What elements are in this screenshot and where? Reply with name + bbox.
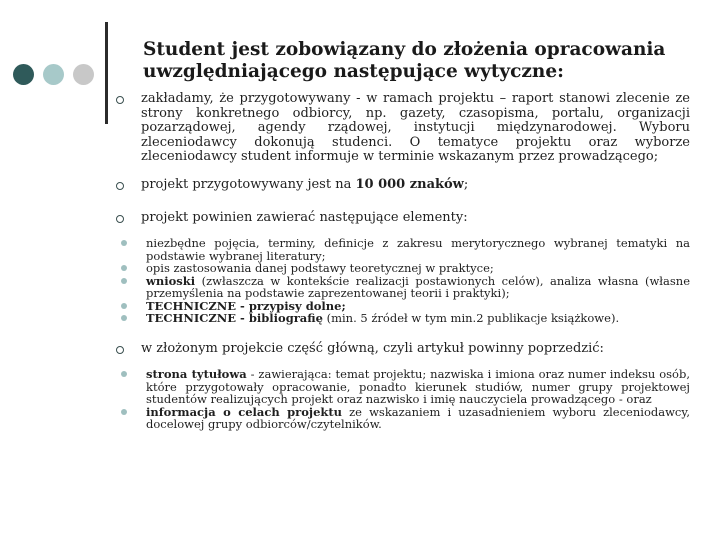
- bullet-item-4: [114, 342, 690, 357]
- sub-item: [114, 275, 690, 300]
- dot-bullet-icon: [121, 409, 127, 415]
- ring-bullet-icon: [116, 346, 124, 354]
- bullet-item-2-bold: 10 000 znaków: [355, 176, 464, 192]
- sub-item-bold: TECHNICZNE - przypisy dolne;: [146, 298, 346, 313]
- sub-item-text: (zwłaszcza w kontekście realizacji postawionych celów), analiza własna (własne przemyślenia na podstawie zaprezentowanej teorii i praktyki);: [146, 273, 690, 301]
- bullet-item-3-text: projekt powinien zawierać następujące elementy:: [141, 209, 468, 225]
- bullet-item-4-text: w złożonym projekcie część główną, czyli artykuł powinny poprzedzić:: [141, 340, 604, 356]
- bullet-item-1-text: zakładamy, że przygotowywany - w ramach projektu – raport stanowi zlecenie ze strony konkretnego odbiorcy, np. gazety, czasopisma, portalu, organizacji pozarządowej, agendy rządowej, instytucji międzynarodowej. Wyboru zleceniodawcy dokonują studenci. O tematyce projektu oraz wyborze zleceniodawcy student informuje w terminie wskazanym przez prowadzącego;: [141, 91, 690, 165]
- dot-bullet-icon: [121, 265, 127, 271]
- dot-bullet-icon: [121, 315, 127, 321]
- slide-title: [143, 39, 703, 83]
- sub-item-bold: TECHNICZNE - bibliografię: [146, 311, 323, 326]
- sub-item-bold: strona tytułowa: [146, 367, 247, 382]
- bullet-item-1: [114, 92, 690, 165]
- sub-item-bold: wnioski: [146, 273, 196, 288]
- slide-content: [114, 92, 690, 431]
- sub-item: [114, 406, 690, 431]
- bullet-item-2-text: projekt przygotowywany jest na: [141, 176, 352, 192]
- dot-bullet-icon: [121, 303, 127, 309]
- sub-item-text: - zawierająca: temat projektu; nazwiska i imiona oraz numer indeksu osób, które przygotowały opracowanie, ponadto kierunek studiów, numer grupy projektowej studentów realizujących projekt oraz nazwisko i imię nauczyciela prowadzącego - oraz: [146, 367, 690, 407]
- bullet-item-3-sublist: [114, 237, 690, 325]
- sub-item: [114, 312, 690, 325]
- dot-bullet-icon: [121, 278, 127, 284]
- sub-item-text: ze wskazaniem i uzasadnieniem wyboru zleceniodawcy, docelowej grupy odbiorców/czytelników.: [146, 404, 690, 432]
- bullet-item-4-sublist: [114, 368, 690, 431]
- bullet-item-2-end: ;: [463, 176, 469, 192]
- ring-bullet-icon: [116, 96, 124, 104]
- sub-item-text: opis zastosowania danej podstawy teoretycznej w praktyce;: [146, 261, 494, 276]
- decorative-dots: [13, 64, 99, 86]
- dot-bullet-icon: [121, 240, 127, 246]
- sub-item-text: niezbędne pojęcia, terminy, definicje z zakresu merytorycznego wybranej tematyki na podstawie wybranej literatury;: [146, 236, 690, 263]
- dot-bullet-icon: [121, 371, 127, 377]
- sub-item: [114, 368, 690, 406]
- bullet-item-2: [114, 178, 690, 193]
- ring-bullet-icon: [116, 182, 124, 190]
- sub-item-bold: informacja o celach projektu: [146, 404, 343, 419]
- dot-dark: [13, 64, 34, 85]
- sub-item-text: (min. 5 źródeł w tym min.2 publikacje książkowe).: [322, 311, 620, 326]
- title-line-2: uwzględniającego następujące wytyczne:: [143, 61, 564, 82]
- vertical-divider: [105, 22, 108, 124]
- dot-gray: [73, 64, 94, 85]
- sub-item: [114, 237, 690, 262]
- bullet-item-3: [114, 211, 690, 226]
- title-line-1: Student jest zobowiązany do złożenia opracowania: [143, 39, 666, 60]
- dot-teal: [43, 64, 64, 85]
- ring-bullet-icon: [116, 215, 124, 223]
